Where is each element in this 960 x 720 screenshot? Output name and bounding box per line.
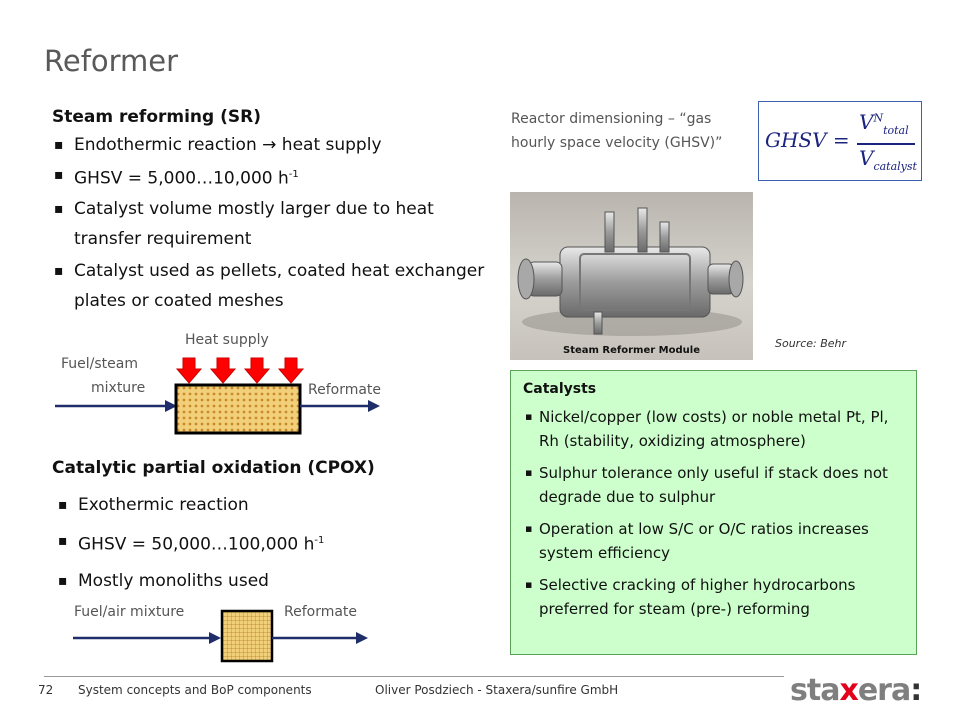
cpox-section <box>52 455 492 599</box>
heat-arrow-1 <box>177 358 201 383</box>
footer-section: System concepts and BoP components <box>78 683 312 697</box>
sr-heading: Steam reforming (SR) <box>52 107 261 127</box>
cpox-input-label: Fuel/air mixture <box>74 604 185 620</box>
sr-input-label-1: Fuel/steam <box>61 356 138 372</box>
sr-bullet-4: ▪ Catalyst used as pellets, coated heat exchanger plates or coated meshes <box>52 256 492 316</box>
slide-title: Reformer <box>44 44 179 78</box>
sr-bullet-1: ▪ Endothermic reaction → heat supply <box>52 130 492 160</box>
cpox-reactor-diagram <box>55 608 385 664</box>
ghsv-formula <box>758 101 922 181</box>
sr-bullet-3: ▪ Catalyst volume mostly larger due to heat transfer requirement <box>52 194 492 254</box>
cpox-bullet-3: ▪ Mostly monoliths used <box>56 563 492 599</box>
staxera-logo: staxera: <box>790 673 922 708</box>
sr-output-arrow-head <box>368 400 380 412</box>
formula-denominator: $V_{catalyst}$ <box>859 146 917 173</box>
catalysts-box <box>510 370 917 655</box>
photo-caption: Steam Reformer Module <box>563 345 700 356</box>
formula-fraction-bar <box>857 143 915 145</box>
cpox-input-arrow-head <box>209 632 221 644</box>
sr-catalyst-bed <box>176 385 300 433</box>
sr-section <box>52 104 492 316</box>
catalyst-item-4: ▪ Selective cracking of higher hydrocarbons preferred for steam (pre-) reforming <box>523 573 904 621</box>
cpox-output-label: Reformate <box>284 604 358 620</box>
cpox-output-arrow-head <box>356 632 368 644</box>
footer-rule <box>44 676 784 677</box>
photo-source: Source: Behr <box>775 337 847 350</box>
cpox-bullet-2: ▪ GHSV = 50,000…100,000 $h^{-1}$ <box>56 523 492 563</box>
sr-bullet-2: ▪ GHSV = 5,000…10,000 $h^{-1}$ <box>52 160 492 194</box>
footer-author: Oliver Posdziech - Staxera/sunfire GmbH <box>375 683 619 697</box>
formula-lhs: GHSV = <box>765 128 850 152</box>
sr-output-label: Reformate <box>308 382 382 398</box>
cpox-monolith <box>222 611 272 661</box>
catalysts-heading: Catalysts <box>523 381 597 397</box>
catalyst-item-1: ▪ Nickel/copper (low costs) or noble metal Pt, Pl, Rh (stability, oxidizing atmosphere) <box>523 405 904 453</box>
footer-page-number: 72 <box>38 683 54 697</box>
catalyst-item-2: ▪ Sulphur tolerance only useful if stack does not degrade due to sulphur <box>523 461 904 509</box>
steam-reformer-photo <box>510 192 753 360</box>
catalyst-item-3: ▪ Operation at low S/C or O/C ratios increases system efficiency <box>523 517 904 565</box>
sr-reactor-diagram <box>55 355 385 440</box>
formula-numerator: $V^N_{total}$ <box>859 110 909 137</box>
cpox-bullet-1: ▪ Exothermic reaction <box>56 487 492 523</box>
reactor-dimensioning-text: Reactor dimensioning – “gas hourly space velocity (GHSV)” <box>511 111 723 151</box>
right-arrow-icon: → <box>262 135 277 155</box>
cpox-heading: Catalytic partial oxidation (CPOX) <box>52 458 375 478</box>
heat-arrow-2 <box>211 358 235 383</box>
heat-arrow-3 <box>245 358 269 383</box>
heat-arrows <box>177 358 303 383</box>
heat-arrow-4 <box>279 358 303 383</box>
sr-input-label-2: mixture <box>91 380 146 396</box>
sr-heat-label: Heat supply <box>185 332 269 348</box>
reformer-module-illustration <box>510 192 753 360</box>
